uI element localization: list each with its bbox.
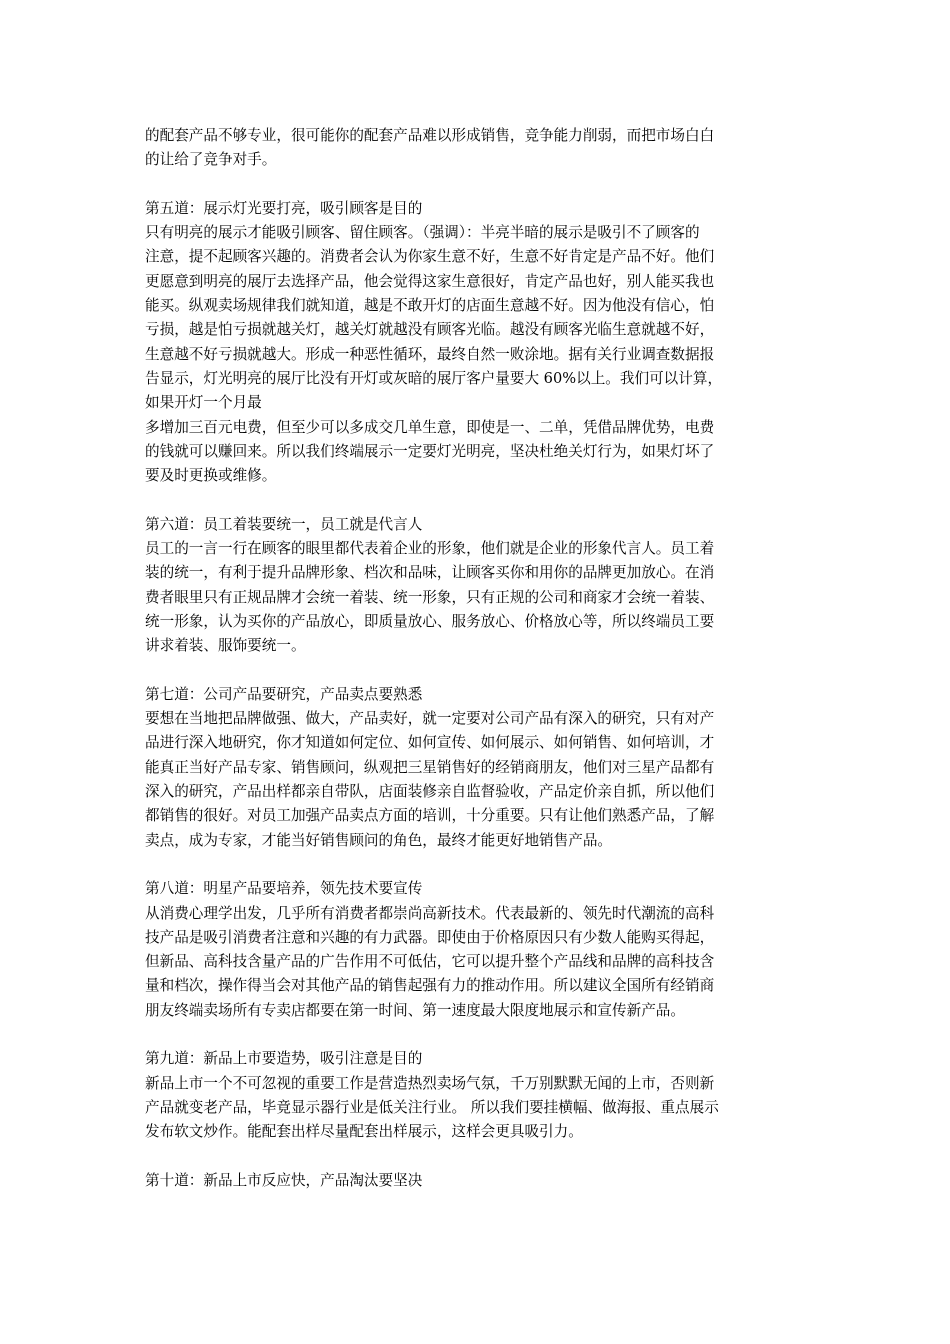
paragraph-line: 的钱就可以赚回来。所以我们终端展示一定要灯光明亮，坚决杜绝关灯行为，如果灯坏了	[145, 442, 715, 460]
paragraph-line: 能真正当好产品专家、销售顾问，纵观把三星销售好的经销商朋友，他们对三星产品都有	[145, 758, 715, 776]
paragraph-line: 告显示，灯光明亮的展厅比没有开灯或灰暗的展厅客户量要大 60%以上。我们可以计算，	[145, 369, 723, 387]
section	[145, 124, 815, 173]
section	[145, 513, 815, 659]
paragraph-line: 卖点，成为专家，才能当好销售顾问的角色，最终才能更好地销售产品。	[145, 831, 613, 849]
paragraph-spacer	[145, 659, 815, 683]
paragraph-line: 从消费心理学出发，几乎所有消费者都崇尚高新技术。代表最新的、领先时代潮流的高科	[145, 904, 715, 922]
section-heading: 第十道：新品上市反应快，产品淘汰要坚决	[145, 1171, 423, 1189]
paragraph-line: 只有明亮的展示才能吸引顾客、留住顾客。（强调）：半亮半暗的展示是吸引不了顾客的	[145, 224, 700, 242]
paragraph-line: 费者眼里只有正规品牌才会统一着装、统一形象，只有正规的公司和商家才会统一着装、	[145, 588, 715, 606]
paragraph-line: 产品就变老产品，毕竟显示器行业是低关注行业。 所以我们要挂横幅、做海报、重点展示	[145, 1098, 719, 1116]
paragraph-line: 都销售的很好。对员工加强产品卖点方面的培训，十分重要。只有让他们熟悉产品，了解	[145, 807, 715, 825]
paragraph-line: 统一形象，认为买你的产品放心，即质量放心、服务放心、价格放心等，所以终端员工要	[145, 612, 715, 630]
paragraph-line: 注意，提不起顾客兴趣的。消费者会认为你家生意不好，生意不好肯定是产品不好。他们	[145, 248, 715, 266]
paragraph-line: 但新品、高科技含量产品的广告作用不可低估，它可以提升整个产品线和品牌的高科技含	[145, 953, 715, 971]
section	[145, 683, 815, 853]
paragraph-line: 亏损，越是怕亏损就越关灯，越关灯就越没有顾客光临。越没有顾客光临生意就越不好，	[145, 321, 715, 339]
paragraph-line: 要想在当地把品牌做强、做大，产品卖好，就一定要对公司产品有深入的研究，只有对产	[145, 710, 715, 728]
section	[145, 1047, 815, 1144]
section-heading: 第六道：员工着装要统一，员工就是代言人	[145, 515, 423, 533]
paragraph-line: 讲求着装、服饰要统一。	[145, 637, 306, 655]
paragraph-line: 能买。纵观卖场规律我们就知道，越是不敢开灯的店面生意越不好。因为他没有信心，怕	[145, 297, 715, 315]
paragraph-spacer	[145, 1144, 815, 1168]
paragraph-spacer	[145, 853, 815, 877]
paragraph-line: 新品上市一个不可忽视的重要工作是营造热烈卖场气氛，千万别默默无闻的上市，否则新	[145, 1074, 715, 1092]
paragraph-line: 朋友终端卖场所有专卖店都要在第一时间、第一速度最大限度地展示和宣传新产品。	[145, 1001, 685, 1019]
section-heading: 第八道：明星产品要培养，领先技术要宣传	[145, 880, 423, 898]
paragraph-line: 技产品是吸引消费者注意和兴趣的有力武器。即使由于价格原因只有少数人能购买得起，	[145, 928, 715, 946]
section-heading: 第九道：新品上市要造势，吸引注意是目的	[145, 1050, 423, 1068]
paragraph-line: 的配套产品不够专业，很可能你的配套产品难以形成销售，竞争能力削弱，而把市场白白	[145, 127, 715, 144]
paragraph-line: 品进行深入地研究，你才知道如何定位、如何宣传、如何展示、如何销售、如何培训，才	[145, 734, 715, 752]
paragraph-spacer	[145, 173, 815, 197]
paragraph-line: 员工的一言一行在顾客的眼里都代表着企业的形象，他们就是企业的形象代言人。员工着	[145, 540, 715, 558]
section	[145, 877, 815, 1023]
paragraph-line: 更愿意到明亮的展厅去选择产品，他会觉得这家生意很好，肯定产品也好，别人能买我也	[145, 272, 715, 290]
paragraph-line: 多增加三百元电费，但至少可以多成交几单生意，即使是一、二单，凭借品牌优势，电费	[145, 418, 715, 436]
section	[145, 197, 815, 489]
paragraph-line: 发布软文炒作。能配套出样尽量配套出样展示，这样会更具吸引力。	[145, 1123, 583, 1141]
section-heading: 第七道：公司产品要研究，产品卖点要熟悉	[145, 685, 423, 703]
paragraph-line: 的让给了竞争对手。	[145, 151, 277, 169]
paragraph-line: 生意越不好亏损就越大。形成一种恶性循环，最终自然一败涂地。据有关行业调查数据报	[145, 345, 715, 363]
section-heading: 第五道：展示灯光要打亮，吸引顾客是目的	[145, 199, 423, 217]
paragraph-spacer	[145, 488, 815, 512]
paragraph-line: 深入的研究，产品出样都亲自带队，店面装修亲自监督验收，产品定价亲自抓，所以他们	[145, 783, 715, 801]
paragraph-line: 要及时更换或维修。	[145, 467, 277, 485]
document-body	[145, 124, 815, 1193]
paragraph-line: 如果开灯一个月最	[145, 394, 262, 412]
paragraph-line: 量和档次，操作得当会对其他产品的销售起强有力的推动作用。所以建议全国所有经销商	[145, 977, 715, 995]
section	[145, 1169, 815, 1193]
paragraph-line: 装的统一，有利于提升品牌形象、档次和品味，让顾客买你和用你的品牌更加放心。在消	[145, 564, 715, 582]
paragraph-spacer	[145, 1023, 815, 1047]
